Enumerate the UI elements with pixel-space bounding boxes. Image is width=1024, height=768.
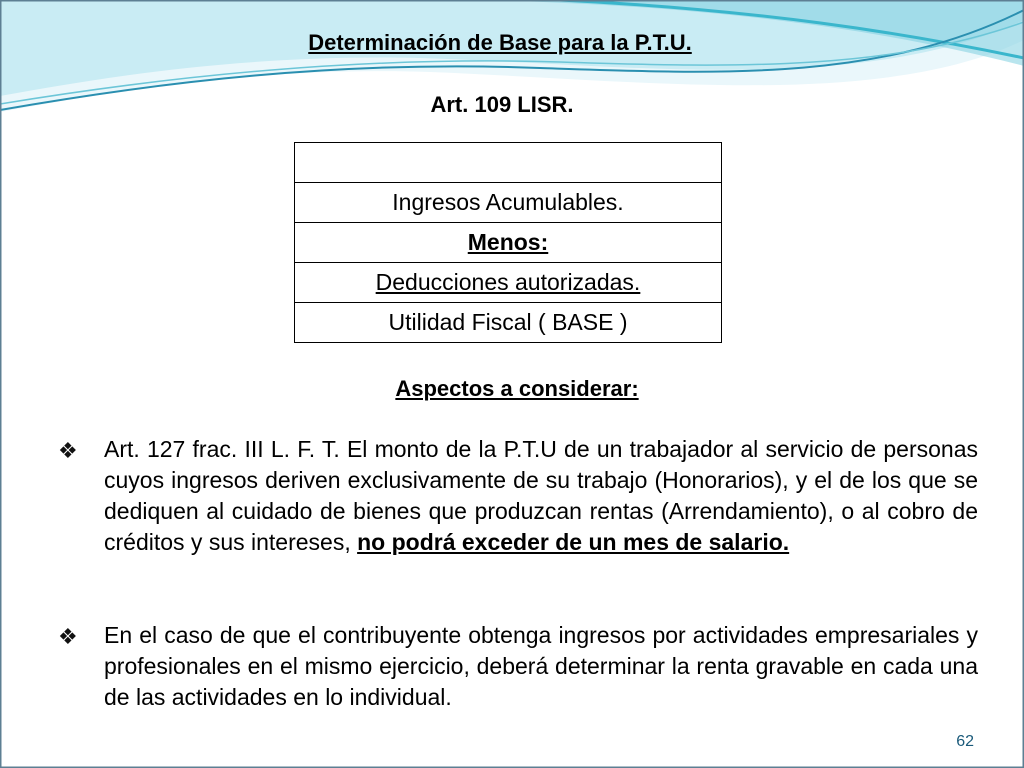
table-cell-utilidad: Utilidad Fiscal ( BASE ) bbox=[295, 303, 722, 343]
table-row bbox=[295, 263, 722, 303]
table-cell-menos: Menos: bbox=[295, 223, 722, 263]
table-row bbox=[295, 303, 722, 343]
article-reference: Art. 109 LISR. bbox=[430, 92, 574, 117]
bullet-paragraph-2 bbox=[104, 620, 978, 713]
table-cell-ingresos: Ingresos Acumulables. bbox=[295, 183, 722, 223]
slide-title: Determinación de Base para la P.T.U. bbox=[308, 30, 692, 55]
bullet-2-text: En el caso de que el contribuyente obtenga ingresos por actividades empresariales y profesionales en el mismo ejercicio, deberá determinar la renta gravable en cada una de las actividades en lo individual. bbox=[104, 622, 978, 710]
diamond-bullet-icon: ❖ bbox=[58, 438, 78, 463]
bullet-paragraph-1 bbox=[104, 434, 978, 558]
aspects-heading: Aspectos a considerar: bbox=[395, 376, 639, 401]
bullet-1-emphasis: no podrá exceder de un mes de salario. bbox=[357, 529, 790, 555]
table-row bbox=[295, 223, 722, 263]
table-cell-deducciones: Deducciones autorizadas. bbox=[295, 263, 722, 303]
table-row bbox=[295, 143, 722, 183]
bullet-1-text: Art. 127 frac. III L. F. T. El monto de la P.T.U de un trabajador al servicio de personas cuyos ingresos deriven exclusivamente de su trabajo (Honorarios), y el de los que se dediquen al cuidado de bienes que produzcan rentas (Arrendamiento), o al cobro de créditos y sus intereses, bbox=[104, 436, 978, 555]
page-number: 62 bbox=[956, 733, 974, 750]
table-cell-empty bbox=[295, 143, 722, 183]
base-table bbox=[294, 142, 722, 343]
table-row bbox=[295, 183, 722, 223]
diamond-bullet-icon: ❖ bbox=[58, 624, 78, 649]
